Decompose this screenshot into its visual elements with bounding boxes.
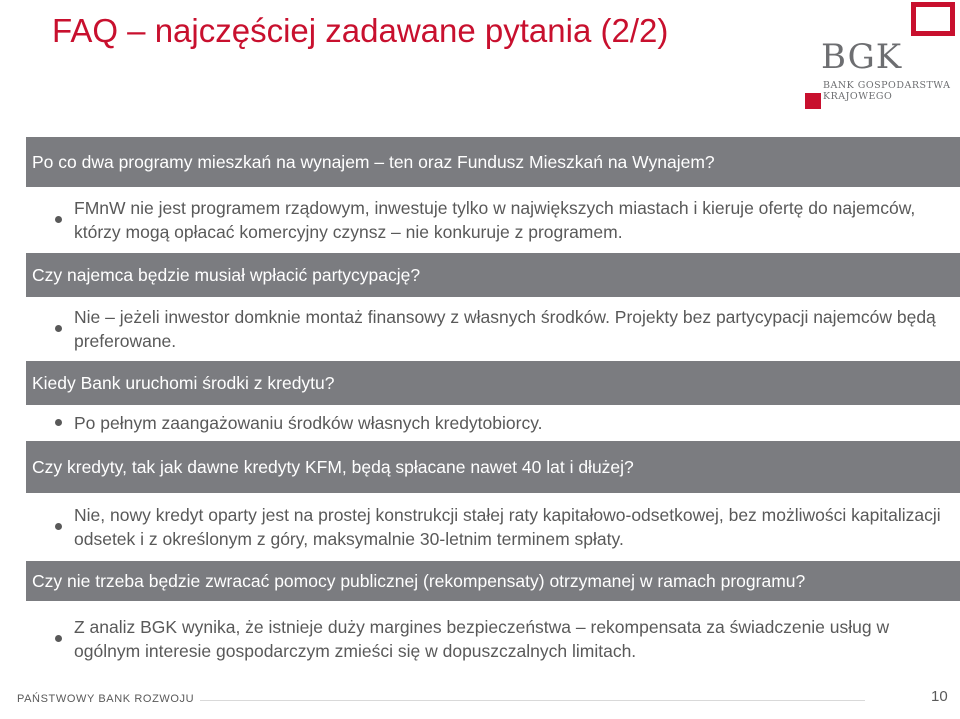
faq-answer-text: FMnW nie jest programem rządowym, inwestuje tylko w największych miastach i kieruje ofertę do najemców, którzy mogą opłacać komercyjny czynsz – nie konkuruje z programem. <box>74 198 916 242</box>
faq-answer-5 <box>26 601 960 677</box>
logo-line-2: KRAJOWEGO <box>823 91 893 102</box>
bullet-icon <box>55 523 62 530</box>
bullet-icon <box>55 419 62 426</box>
faq-answer-2 <box>26 297 960 361</box>
faq-answer-4 <box>26 493 960 561</box>
footer-divider <box>200 700 865 701</box>
bullet-icon <box>55 635 62 642</box>
logo-square-filled-icon <box>805 93 821 109</box>
bullet-icon <box>55 325 62 332</box>
logo-square-outline-icon <box>911 2 955 36</box>
faq-answer-1 <box>26 187 960 253</box>
faq-question-5: Czy nie trzeba będzie zwracać pomocy publicznej (rekompensaty) otrzymanej w ramach programu? <box>26 561 960 601</box>
faq-question-4: Czy kredyty, tak jak dawne kredyty KFM, będą spłacane nawet 40 lat i dłużej? <box>26 441 960 493</box>
page-number: 10 <box>931 688 948 705</box>
bgk-logo <box>804 2 960 112</box>
faq-answer-text: Nie, nowy kredyt oparty jest na prostej konstrukcji stałej raty kapitałowo-odsetkowej, bez możliwości kapitalizacji odsetek i z określonym z góry, maksymalnie 30-letnim terminem spłaty. <box>74 505 941 549</box>
footer-organization: PAŃSTWOWY BANK ROZWOJU <box>17 693 195 705</box>
faq-answer-text: Z analiz BGK wynika, że istnieje duży margines bezpieczeństwa – rekompensata za świadczenie usług w ogólnym interesie gospodarczym zmieści się w dopuszczalnych limitach. <box>74 617 890 661</box>
faq-question-2: Czy najemca będzie musiał wpłacić partycypację? <box>26 253 960 297</box>
faq-answer-3 <box>26 405 960 441</box>
logo-wordmark: BGK <box>821 37 903 77</box>
logo-line-1: BANK GOSPODARSTWA <box>823 80 951 91</box>
faq-answer-text: Po pełnym zaangażowaniu środków własnych kredytobiorcy. <box>74 413 543 433</box>
faq-question-3: Kiedy Bank uruchomi środki z kredytu? <box>26 361 960 405</box>
faq-answer-text: Nie – jeżeli inwestor domknie montaż finansowy z własnych środków. Projekty bez partycypacji najemców będą preferowane. <box>74 307 936 351</box>
page-title: FAQ – najczęściej zadawane pytania (2/2) <box>52 12 669 49</box>
bullet-icon <box>55 216 62 223</box>
faq-list <box>26 137 960 677</box>
faq-question-1: Po co dwa programy mieszkań na wynajem – ten oraz Fundusz Mieszkań na Wynajem? <box>26 137 960 187</box>
